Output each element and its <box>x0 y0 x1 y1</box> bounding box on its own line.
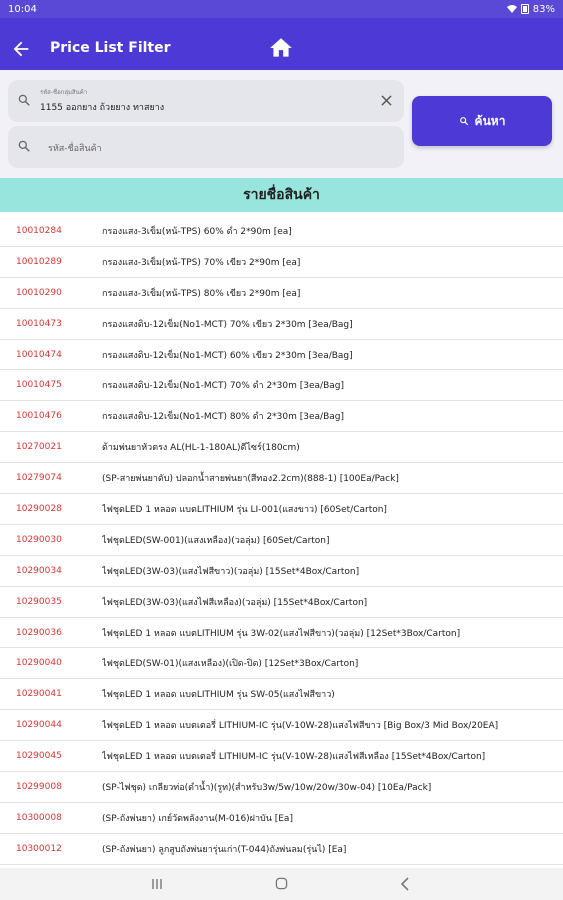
product-code: 10010475 <box>16 380 62 391</box>
product-code: 10290045 <box>16 751 62 762</box>
product-name: ไฟชุดLED(3W-03)(แสงไฟสีขาว)(วอลุ่ม) [15Set*4Box/Carton] <box>102 566 360 577</box>
home-icon[interactable] <box>268 35 294 61</box>
product-name: กรองแสง-3เข็ม(หน้-TPS) 80% เขียว 2*90m [ea] <box>102 288 301 299</box>
product-search-placeholder[interactable]: รหัส-ชื่อสินค้า <box>48 144 102 154</box>
product-name: (SP-ถังพ่นยา) ลูกสูบถังพ่นยารุ่นเก่า(T-044)ถังพ่นลม(รุ่นไ) [Ea] <box>102 844 347 855</box>
product-code: 10010289 <box>16 256 62 267</box>
product-group-value[interactable]: 1155 ออกยาง ถ้วยยาง ทาสยาง <box>40 103 165 113</box>
product-code: 10290034 <box>16 565 62 576</box>
list-header <box>0 178 563 212</box>
product-name: ไฟชุดLED(SW-001)(แสงเหลือง)(วอลุ่ม) [60Set/Carton] <box>102 535 330 546</box>
product-code: 10290040 <box>16 658 62 669</box>
product-name: ไฟชุดLED 1 หลอด แบตเตอรี่ LITHIUM-IC รุ่น(V-10W-28)แสงไฟสีขาว [Big Box/3 Mid Box/20EA] <box>102 721 499 732</box>
wifi-icon <box>507 5 517 13</box>
product-list <box>0 216 563 865</box>
list-item[interactable] <box>0 772 563 803</box>
search-icon <box>459 116 469 126</box>
list-item[interactable] <box>0 340 563 371</box>
product-search-field[interactable] <box>8 126 404 168</box>
product-code: 10010473 <box>16 318 62 329</box>
product-code: 10290028 <box>16 503 62 514</box>
product-code: 10290030 <box>16 534 62 545</box>
search-button-label: ค้นหา <box>474 113 506 128</box>
home-nav-icon[interactable] <box>275 877 288 890</box>
product-code: 10299008 <box>16 781 62 792</box>
product-code: 10010290 <box>16 287 62 298</box>
list-item[interactable] <box>0 278 563 309</box>
list-item[interactable] <box>0 741 563 772</box>
list-item[interactable] <box>0 556 563 587</box>
product-code: 10010476 <box>16 411 62 422</box>
product-name: ไฟชุดLED(SW-01)(แสงเหลือง)(เปิด-ปิด) [12Set*3Box/Carton] <box>102 659 359 670</box>
list-item[interactable] <box>0 216 563 247</box>
product-code: 10290036 <box>16 627 62 638</box>
product-code: 10300012 <box>16 843 62 854</box>
list-item[interactable] <box>0 679 563 710</box>
system-nav-bar <box>0 868 563 900</box>
list-item[interactable] <box>0 834 563 865</box>
product-code: 10300008 <box>16 812 62 823</box>
search-icon <box>17 139 31 153</box>
product-name: (SP-สายพ่นยาดับ) ปลอกน้ำสายพ่นยา(สีทอง2.2cm)(888-1) [100Ea/Pack] <box>102 474 399 485</box>
product-name: กรองแสงดิบ-12เข็ม(No1-MCT) 70% ดำ 2*30m [3ea/Bag] <box>102 381 344 392</box>
product-name: กรองแสงดิบ-12เข็ม(No1-MCT) 70% เขียว 2*30m [3ea/Bag] <box>102 319 353 330</box>
product-name: กรองแสงดิบ-12เข็ม(No1-MCT) 60% เขียว 2*30m [3ea/Bag] <box>102 350 353 361</box>
product-code: 10290044 <box>16 720 62 731</box>
list-item[interactable] <box>0 803 563 834</box>
battery-percent: 83% <box>532 3 555 15</box>
product-name: กรองแสง-3เข็ม(หน้-TPS) 70% เขียว 2*90m [ea] <box>102 257 301 268</box>
list-item[interactable] <box>0 432 563 463</box>
product-code: 10010474 <box>16 349 62 360</box>
list-header-title: รายชื่อสินค้า <box>243 187 320 203</box>
product-name: ไฟชุดLED 1 หลอด แบตLITHIUM รุ่น LI-001(แสงขาว) [60Set/Carton] <box>102 504 387 515</box>
list-item[interactable] <box>0 710 563 741</box>
list-item[interactable] <box>0 494 563 525</box>
product-name: ไฟชุดLED 1 หลอด แบตLITHIUM รุ่น SW-05(แสงไฟสีขาว) <box>102 690 335 701</box>
status-time: 10:04 <box>8 3 37 15</box>
product-code: 10290041 <box>16 689 62 700</box>
product-name: ไฟชุดLED(3W-03)(แสงไฟสีเหลือง)(วอลุ่ม) [15Set*4Box/Carton] <box>102 597 368 608</box>
product-code: 10010284 <box>16 225 62 236</box>
product-code: 10290035 <box>16 596 62 607</box>
status-bar <box>0 0 563 18</box>
product-name: ด้ามพ่นยาหัวตรง AL(HL-1-180AL)ดีไซร์(180cm) <box>102 443 300 454</box>
product-name: (SP-ถังพ่นยา) เกย์วัดพลังงาน(M-016)ฝาบัน [Ea] <box>102 813 293 824</box>
product-group-field[interactable] <box>8 80 404 122</box>
list-item[interactable] <box>0 618 563 649</box>
list-item[interactable] <box>0 309 563 340</box>
battery-icon <box>521 4 529 14</box>
list-item[interactable] <box>0 648 563 679</box>
page-title: Price List Filter <box>50 40 171 56</box>
status-icons <box>507 4 555 15</box>
product-name: ไฟชุดLED 1 หลอด แบตเตอรี่ LITHIUM-IC รุ่น(V-10W-28)แสงไฟสีเหลือง [15Set*4Box/Carton] <box>102 752 486 763</box>
search-icon <box>17 93 31 107</box>
back-nav-icon[interactable] <box>399 877 411 891</box>
list-item[interactable] <box>0 247 563 278</box>
list-item[interactable] <box>0 463 563 494</box>
back-arrow-icon[interactable] <box>10 38 32 60</box>
close-icon[interactable] <box>381 95 392 106</box>
search-button[interactable] <box>412 96 552 146</box>
list-item[interactable] <box>0 401 563 432</box>
product-name: กรองแสงดิบ-12เข็ม(No1-MCT) 80% ดำ 2*30m [3ea/Bag] <box>102 412 344 423</box>
product-name: (SP-ไฟชุด) เกลียวท่อ(ดำน้ำ)(รูท)(สำหรับ3w/5w/10w/20w/30w-04) [10Ea/Pack] <box>102 782 432 793</box>
list-item[interactable] <box>0 525 563 556</box>
product-group-label: รหัส-ชื่อกลุ่มสินค้า <box>40 89 88 96</box>
product-code: 10270021 <box>16 442 62 453</box>
product-name: กรองแสง-3เข็ม(หน้-TPS) 60% ดำ 2*90m [ea] <box>102 226 292 237</box>
list-item[interactable] <box>0 370 563 401</box>
product-name: ไฟชุดLED 1 หลอด แบตLITHIUM รุ่น 3W-02(แสงไฟสีขาว)(วอลุ่ม) [12Set*3Box/Carton] <box>102 628 461 639</box>
product-code: 10279074 <box>16 473 62 484</box>
recent-apps-icon[interactable] <box>151 878 163 890</box>
list-item[interactable] <box>0 587 563 618</box>
